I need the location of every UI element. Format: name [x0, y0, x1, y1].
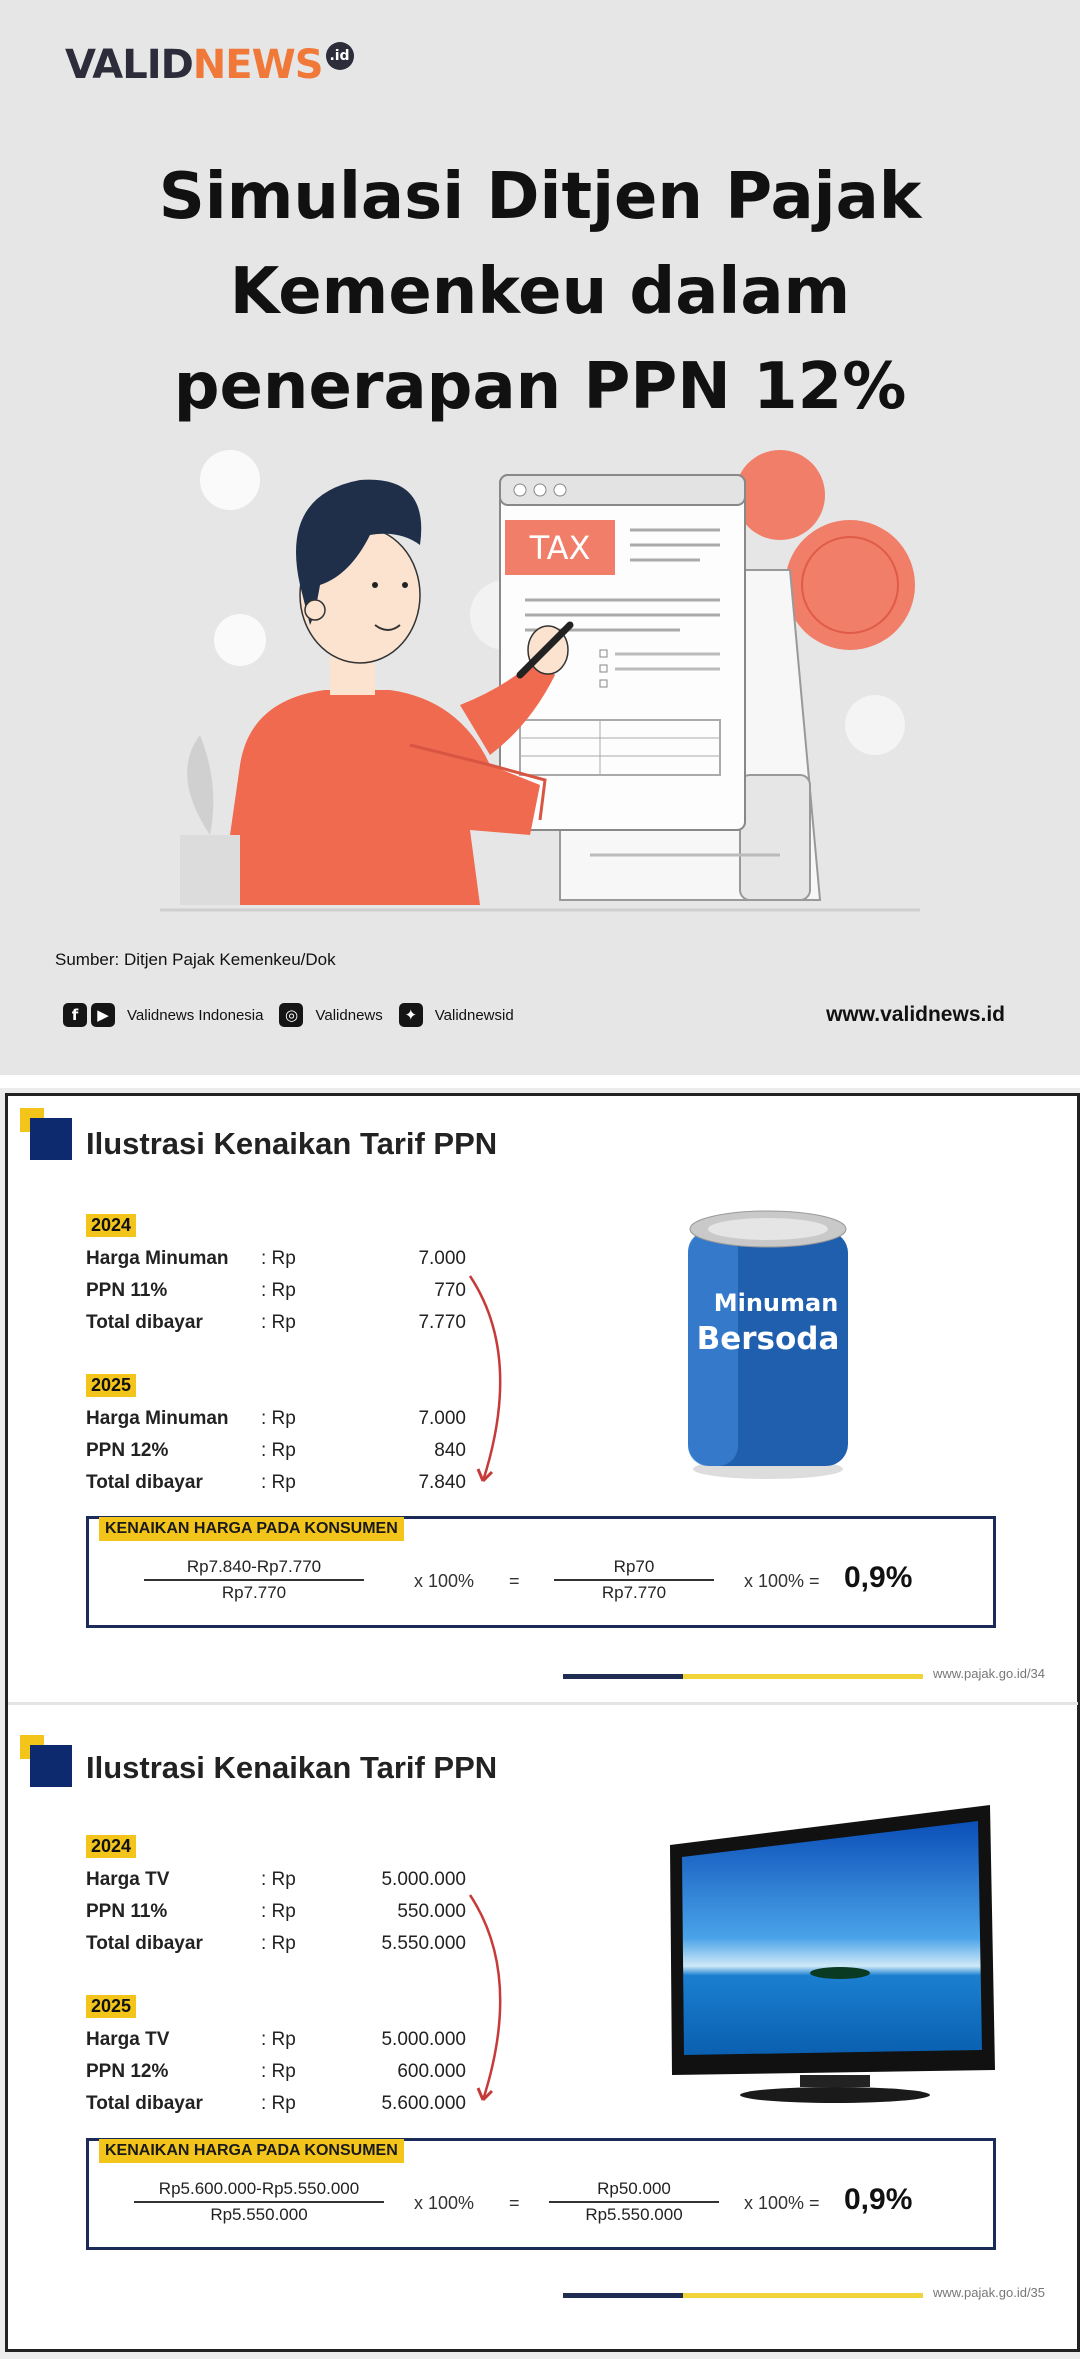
title-corner-mark [20, 1108, 74, 1162]
site-url[interactable]: www.validnews.id [826, 1003, 1005, 1026]
table-row: Harga TV : Rp 5.000.000 [86, 2029, 466, 2050]
title-line-3: penerapan PPN 12% [173, 350, 907, 424]
logo-accent: NEWS [192, 42, 323, 88]
equals-sign: = [509, 1571, 520, 1591]
footer-bar-dark [563, 2293, 683, 2298]
tax-label: TAX [529, 529, 591, 567]
panel-title: Ilustrasi Kenaikan Tarif PPN [86, 1750, 498, 1785]
table-row: Harga Minuman : Rp 7.000 [86, 1408, 466, 1429]
footer-source: www.pajak.go.id/35 [933, 2285, 1046, 2300]
can-label-top: Minuman [713, 1289, 839, 1317]
table-row: Harga Minuman : Rp 7.000 [86, 1248, 466, 1269]
facebook-handle[interactable]: Validnews Indonesia [127, 1006, 264, 1024]
table-row: PPN 12% : Rp 840 [86, 1440, 466, 1461]
youtube-icon[interactable]: ▶ [91, 1003, 115, 1027]
year-badge: 2024 [86, 1214, 136, 1237]
increase-box [86, 2138, 996, 2250]
box-title: KENAIKAN HARGA PADA KONSUMEN [99, 1517, 404, 1541]
fraction-1: $\frac{Rp5.600.000-Rp5.550.000}{Rp5.550.000}$ [134, 2179, 384, 2225]
times-equals: x 100% = [744, 1571, 820, 1591]
table-row: Harga TV : Rp 5.000.000 [86, 1869, 466, 1890]
table-row: Total dibayar : Rp 7.770 [86, 1312, 466, 1333]
result-value: 0,9% [844, 1561, 913, 1594]
table-row: PPN 11% : Rp 770 [86, 1280, 466, 1301]
footer-bar-yellow [683, 1674, 923, 1679]
box-title: KENAIKAN HARGA PADA KONSUMEN [99, 2139, 404, 2163]
title-corner-mark [20, 1735, 74, 1789]
social-links [63, 1003, 530, 1027]
hero-section [0, 0, 1080, 1075]
title-line-2: Kemenkeu dalam [229, 255, 851, 329]
table-row: Total dibayar : Rp 5.600.000 [86, 2093, 466, 2114]
panel-beverage [5, 1093, 1080, 1705]
increase-box [86, 1516, 996, 1628]
year-badge: 2025 [86, 1374, 136, 1397]
validnews-logo[interactable] [65, 42, 354, 92]
title-line-1: Simulasi Ditjen Pajak [158, 160, 922, 234]
instagram-icon[interactable]: ◎ [279, 1003, 303, 1027]
twitter-handle[interactable]: Validnewsid [434, 1006, 514, 1024]
times-sign: x 100% [414, 1571, 475, 1591]
fraction-1: $\frac{Rp7.840-Rp7.770}{Rp7.770}$ [144, 1557, 364, 1603]
table-row: PPN 12% : Rp 600.000 [86, 2061, 466, 2082]
fraction-2: $\frac{Rp50.000}{Rp5.550.000}$ [549, 2179, 719, 2225]
instagram-handle[interactable]: Validnews [315, 1006, 383, 1024]
year-badge: 2024 [86, 1835, 136, 1858]
panel-title: Ilustrasi Kenaikan Tarif PPN [86, 1126, 498, 1161]
page-title [0, 150, 1080, 435]
increase-arrow [448, 1266, 528, 1506]
fraction-2: $\frac{Rp70}{Rp7.770}$ [554, 1557, 714, 1603]
times-sign: x 100% [414, 2193, 475, 2213]
television-image [660, 1805, 1000, 2105]
increase-arrow [448, 1885, 528, 2125]
twitter-icon[interactable]: ✦ [399, 1003, 423, 1027]
table-row: PPN 11% : Rp 550.000 [86, 1901, 466, 1922]
panel-tv [5, 1705, 1080, 2352]
soda-can-image [668, 1201, 868, 1481]
footer-bar-yellow [683, 2293, 923, 2298]
table-row: Total dibayar : Rp 5.550.000 [86, 1933, 466, 1954]
year-badge: 2025 [86, 1995, 136, 2018]
footer-bar-dark [563, 1674, 683, 1679]
table-row: Total dibayar : Rp 7.840 [86, 1472, 466, 1493]
result-value: 0,9% [844, 2183, 913, 2216]
can-label-bottom: Bersoda [696, 1321, 840, 1357]
footer-source: www.pajak.go.id/34 [933, 1666, 1046, 1681]
equals-sign: = [509, 2193, 520, 2213]
facebook-icon[interactable]: f [63, 1003, 87, 1027]
logo-main: VALID [65, 42, 193, 88]
source-text: Sumber: Ditjen Pajak Kemenkeu/Dok [55, 950, 336, 969]
times-equals: x 100% = [744, 2193, 820, 2213]
logo-badge: .id [326, 42, 354, 70]
tax-illustration [160, 435, 920, 915]
